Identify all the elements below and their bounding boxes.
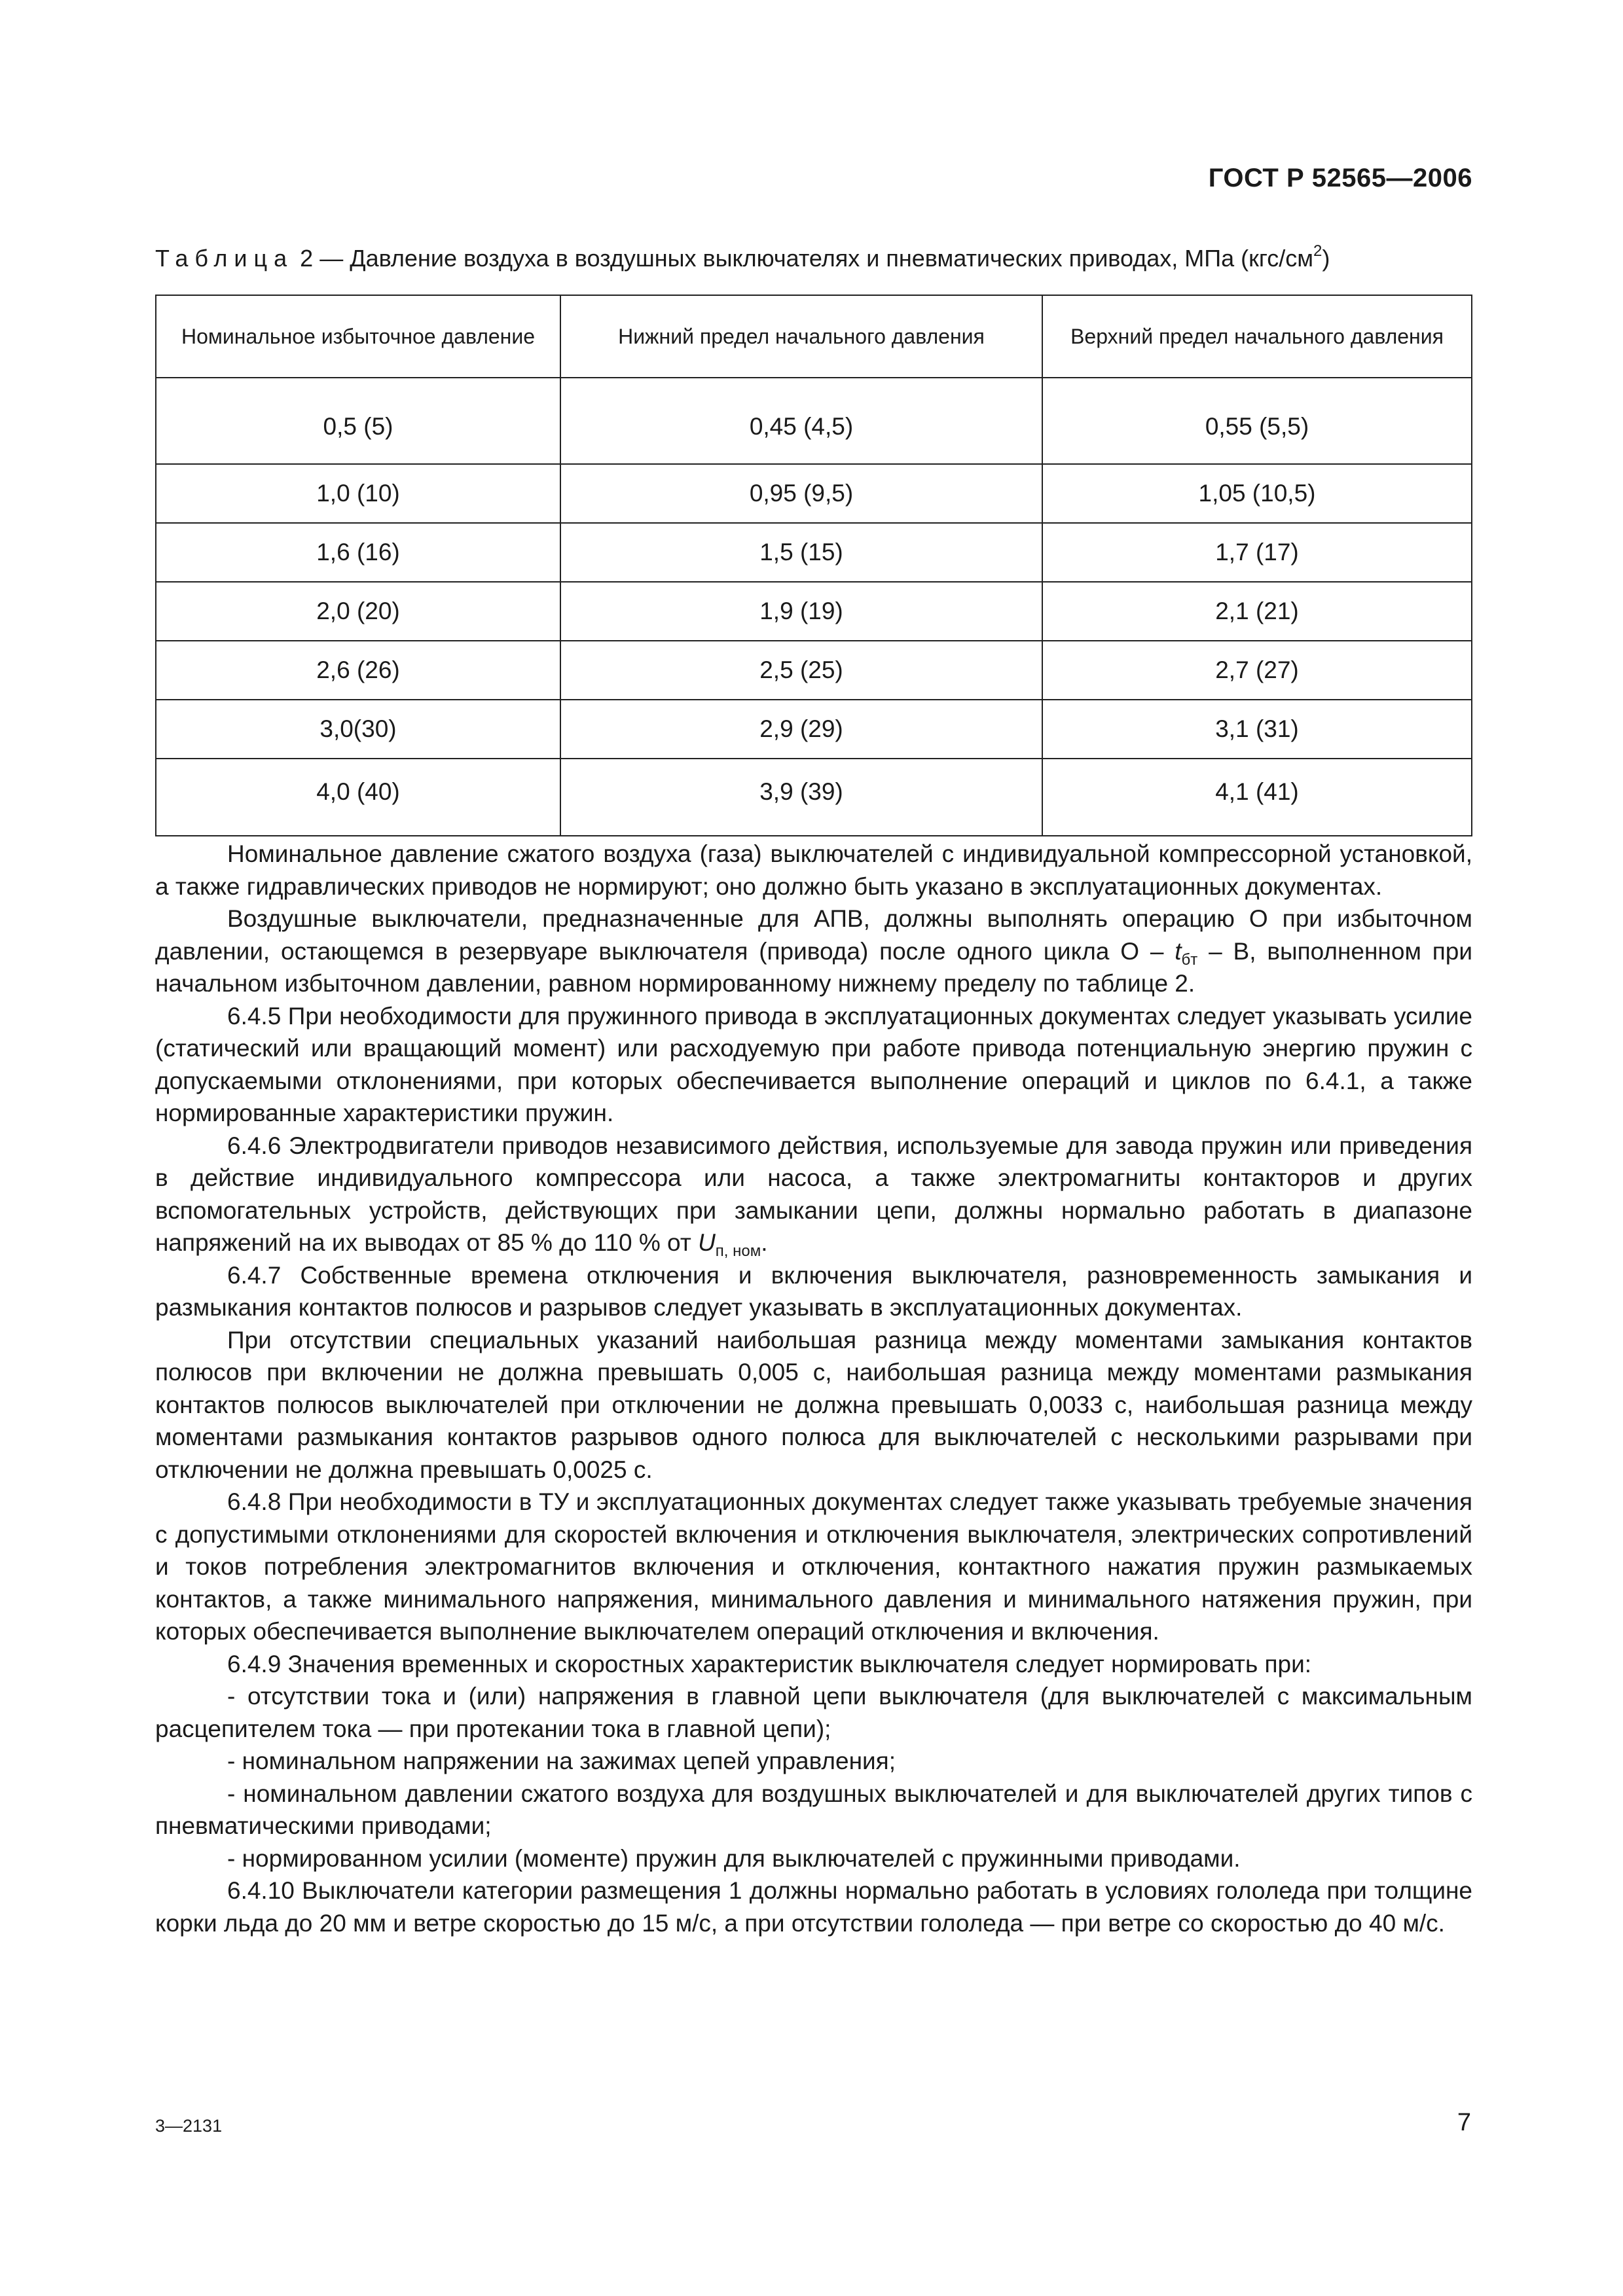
table-caption-close: ) — [1322, 245, 1330, 272]
list-item: - отсутствии тока и (или) напряжения в главной цепи выключателя (для выключателей с максимальным расцепителем тока — при протекании тока в главной цепи); — [155, 1683, 1472, 1742]
table-cell: 0,95 (9,5) — [560, 464, 1042, 523]
table-cell: 1,6 (16) — [156, 523, 560, 582]
table-row — [156, 523, 1472, 582]
table-cell: 3,9 (39) — [560, 759, 1042, 836]
table-caption-sup: 2 — [1313, 242, 1322, 260]
formula-subscript: бт — [1181, 950, 1198, 969]
paragraph-text: . — [761, 1229, 768, 1256]
pressure-table — [155, 295, 1472, 836]
table-cell: 1,05 (10,5) — [1042, 464, 1472, 523]
table-cell: 0,5 (5) — [156, 378, 560, 464]
paragraph: При отсутствии специальных указаний наибольшая разница между моментами замыкания контактов полюсов при включении не должна превышать 0,005 с, наибольшая разница между моментами размыкания контактов полюсов выключателей при отключении не должна превышать 0,0033 с, наибольшая разница между моментами размыкания контактов разрывов одного полюса для выключателей с несколькими разрывами при отключении не должна превышать 0,0025 с. — [155, 1326, 1472, 1483]
formula-variable: U — [698, 1229, 716, 1256]
table-cell: 2,1 (21) — [1042, 582, 1472, 641]
paragraph: 6.4.10 Выключатели категории размещения 1 должны нормально работать в условиях гололеда при толщине корки льда до 20 мм и ветре скоростью до 15 м/с, а при отсутствии гололеда — при ветре со скоростью до 40 м/с. — [155, 1877, 1472, 1937]
list-item: - нормированном усилии (моменте) пружин для выключателей с пружинными приводами. — [227, 1844, 1241, 1872]
standard-designation: ГОСТ Р 52565—2006 — [1208, 164, 1472, 192]
table-cell: 2,9 (29) — [560, 700, 1042, 759]
paragraph-text: Воздушные выключатели, предназначенные для АПВ, должны выполнять операцию О при избыточном давлении, остающемся в резервуаре выключателя (привода) после одного цикла О – — [155, 905, 1472, 965]
paragraph-text: – В, выполненном при начальном избыточном давлении, равном нормированному нижнему пределу по таблице 2. — [155, 937, 1472, 997]
table-cell: 1,7 (17) — [1042, 523, 1472, 582]
table-caption-word: Таблица — [155, 245, 294, 272]
table-cell: 0,45 (4,5) — [560, 378, 1042, 464]
table-cell: 2,6 (26) — [156, 641, 560, 700]
table-cell: 1,5 (15) — [560, 523, 1042, 582]
page-number: 7 — [1457, 2109, 1471, 2136]
column-header: Верхний предел начального давления — [1042, 295, 1472, 378]
document-body — [155, 838, 1472, 1939]
table-cell: 1,0 (10) — [156, 464, 560, 523]
table-cell: 2,0 (20) — [156, 582, 560, 641]
column-header: Нижний предел начального давления — [560, 295, 1042, 378]
paragraph: 6.4.5 При необходимости для пружинного привода в эксплуатационных документах следует указывать усилие (статический или вращающий момент) или расходуемую при работе привода потенциальную энергию пружин с допускаемыми отклонениями, при которых обеспечивается выполнение операций и циклов по 6.4.1, а также нормированные характеристики пружин. — [155, 1002, 1472, 1126]
list-item: - номинальном напряжении на зажимах цепей управления; — [227, 1748, 896, 1774]
table-cell: 3,0(30) — [156, 700, 560, 759]
formula-variable: t — [1175, 937, 1182, 965]
table-caption-text: — Давление воздуха в воздушных выключателях и пневматических приводах, МПа (кгс/см — [319, 245, 1314, 272]
table-cell: 1,9 (19) — [560, 582, 1042, 641]
formula-subscript: п, ном — [715, 1242, 761, 1260]
table-row — [156, 582, 1472, 641]
table-caption-number: 2 — [300, 245, 314, 272]
paragraph: 6.4.9 Значения временных и скоростных характеристик выключателя следует нормировать при: — [227, 1650, 1312, 1677]
list-item: - номинальном давлении сжатого воздуха для воздушных выключателей и для выключателей других типов с пневматическими приводами; — [155, 1780, 1472, 1839]
paragraph — [155, 1130, 1472, 1259]
paragraph — [155, 903, 1472, 1000]
table-row — [156, 378, 1472, 464]
paragraph: 6.4.8 При необходимости в ТУ и эксплуатационных документах следует также указывать требуемые значения с допустимыми отклонениями для скоростей включения и отключения выключателя, электрических сопротивлений и токов потребления электромагнитов включения и отключения, контактного нажатия пружин размыкаемых контактов, а также минимального напряжения, минимального давления и минимального натяжения пружин, при которых обеспечивается выполнение выключателем операций отключения и включения. — [155, 1488, 1472, 1645]
table-row — [156, 641, 1472, 700]
paragraph: Номинальное давление сжатого воздуха (газа) выключателей с индивидуальной компрессорной установкой, а также гидравлических приводов не нормируют; оно должно быть указано в эксплуатационных документах. — [155, 840, 1472, 900]
table-cell: 4,0 (40) — [156, 759, 560, 836]
paragraph-text: 6.4.6 Электродвигатели приводов независимого действия, используемые для завода пружин или приведения в действие индивидуального компрессора или насоса, а также электромагниты контакторов и других вспомогательных устройств, действующих при замыкании цепи, должны нормально работать в диапазоне напряжений на их выводах от 85 % до 110 % от — [155, 1132, 1472, 1256]
table-row — [156, 759, 1472, 836]
table-header-row — [156, 295, 1472, 378]
paragraph: 6.4.7 Собственные времена отключения и включения выключателя, разновременность замыкания и размыкания контактов полюсов и разрывов следует указывать в эксплуатационных документах. — [155, 1261, 1472, 1321]
table-row — [156, 464, 1472, 523]
column-header: Номинальное избыточное давление — [156, 295, 560, 378]
footer-code: 3—2131 — [155, 2116, 223, 2136]
table-cell: 2,5 (25) — [560, 641, 1042, 700]
table-cell: 0,55 (5,5) — [1042, 378, 1472, 464]
table-cell: 4,1 (41) — [1042, 759, 1472, 836]
table-caption — [155, 243, 1471, 274]
table-row — [156, 700, 1472, 759]
table-cell: 3,1 (31) — [1042, 700, 1472, 759]
table-cell: 2,7 (27) — [1042, 641, 1472, 700]
